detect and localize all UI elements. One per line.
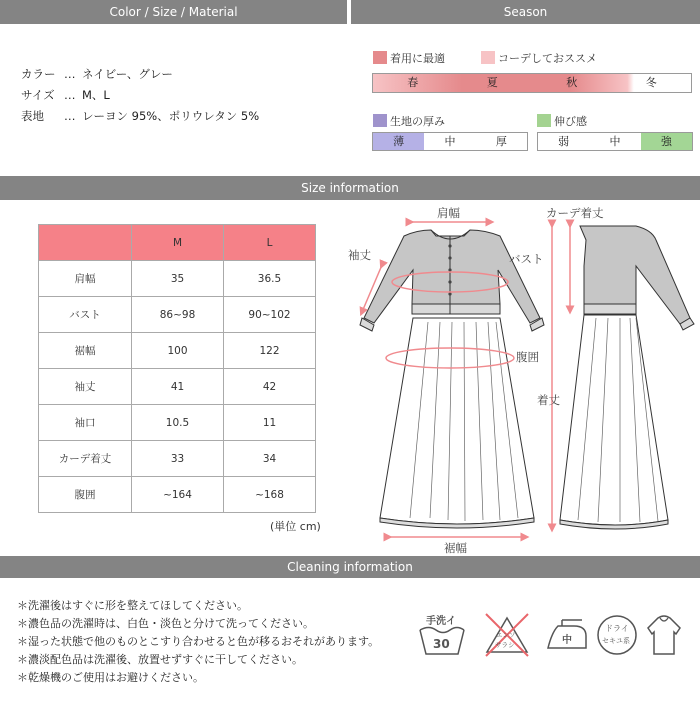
table-cell: 腹囲 <box>39 477 132 513</box>
spec-label: カラー <box>21 67 56 81</box>
table-cell: 裾幅 <box>39 333 132 369</box>
legend-coord-label: コーデしておススメ <box>498 52 597 65</box>
table-cell: ~168 <box>224 477 316 513</box>
stretch-medium: 中 <box>609 135 621 148</box>
front-cardigan <box>360 230 544 331</box>
season-winter: 冬 <box>645 76 657 89</box>
header-size-information: Size information <box>0 176 700 200</box>
table-cell: ~164 <box>132 477 224 513</box>
table-cell: 袖丈 <box>39 369 132 405</box>
stretch-swatch <box>537 114 551 127</box>
spec-value: ネイビー、グレー <box>82 67 173 81</box>
stretch-strong: 強 <box>641 133 692 150</box>
dry-clean-text-bottom: セキユ系 <box>602 637 630 645</box>
label-shoulder: 肩幅 <box>437 206 460 220</box>
table-cell: 34 <box>224 441 316 477</box>
thickness-scale <box>372 132 528 151</box>
list-item: ＊濃淡配色品は洗濯後、放置せずすぐに干してください。 <box>17 653 303 666</box>
legend-best-label: 着用に最適 <box>390 52 445 65</box>
season-summer: 夏 <box>486 76 498 89</box>
hand-wash-icon <box>416 612 468 658</box>
spec-value: レーヨン 95%、ポリウレタン 5% <box>82 109 260 123</box>
spec-row-color <box>21 64 259 85</box>
table-cell: 10.5 <box>132 405 224 441</box>
hand-wash-temp: 30 <box>433 637 450 651</box>
spec-dots: … <box>64 88 76 102</box>
table-cell: 41 <box>132 369 224 405</box>
iron-medium-text: 中 <box>562 635 572 646</box>
season-autumn: 秋 <box>566 76 578 89</box>
thickness-medium: 中 <box>444 135 456 148</box>
table-cell: 肩幅 <box>39 261 132 297</box>
list-item: ＊濃色品の洗濯時は、白色・淡色と分けて洗ってください。 <box>17 617 314 630</box>
table-row <box>39 333 316 369</box>
list-item: ＊湿った状態で他のものとこすり合わせると色が移るおそれがあります。 <box>17 635 380 648</box>
no-bleach-text-bottom: サラシ <box>495 641 515 649</box>
spec-value: M、L <box>82 88 110 102</box>
list-item: ＊洗濯後はすぐに形を整えてほしてください。 <box>17 599 248 612</box>
label-hem: 裾幅 <box>444 541 467 555</box>
size-table-header <box>39 225 316 261</box>
table-cell: カーデ着丈 <box>39 441 132 477</box>
table-cell: 11 <box>224 405 316 441</box>
table-cell: 袖口 <box>39 405 132 441</box>
table-row <box>39 441 316 477</box>
thickness-thin: 薄 <box>373 133 424 150</box>
header-color-size-material: Color / Size / Material <box>0 0 347 24</box>
no-bleach-icon <box>484 612 530 658</box>
dry-clean-icon <box>596 614 638 656</box>
size-table <box>38 224 316 513</box>
hang-dry-icon <box>644 612 684 658</box>
front-dress-skirt <box>380 318 534 528</box>
legend-coord-swatch <box>481 51 495 64</box>
season-spring: 春 <box>407 76 419 89</box>
size-table-header-cell <box>39 225 132 261</box>
stretch-label: 伸び感 <box>554 115 587 128</box>
stretch-scale <box>537 132 693 151</box>
spec-dots: … <box>64 67 76 81</box>
table-cell: 122 <box>224 333 316 369</box>
table-cell: 35 <box>132 261 224 297</box>
no-bleach-text-top: エンソ <box>496 631 516 639</box>
unit-label: (単位 cm) <box>270 520 321 533</box>
table-row <box>39 261 316 297</box>
header-season: Season <box>351 0 700 24</box>
dry-clean-text-top: ドライ <box>605 624 629 633</box>
label-cardi-length: カーデ着丈 <box>546 206 604 220</box>
label-length: 着丈 <box>537 393 560 407</box>
label-waist: 腹囲 <box>516 350 539 364</box>
size-table-header-cell: M <box>132 225 224 261</box>
thickness-label: 生地の厚み <box>390 115 445 128</box>
thickness-swatch <box>373 114 387 127</box>
season-scale <box>372 73 692 93</box>
table-cell: 100 <box>132 333 224 369</box>
table-cell: 42 <box>224 369 316 405</box>
cleaning-notes <box>17 597 379 687</box>
label-sleeve: 袖丈 <box>348 248 371 262</box>
spec-label: 表地 <box>21 109 44 123</box>
list-item: ＊乾燥機のご使用はお避けください。 <box>17 671 204 684</box>
spec-dots: … <box>64 109 76 123</box>
label-bust: バスト <box>509 252 544 266</box>
table-row <box>39 477 316 513</box>
table-cell: 86~98 <box>132 297 224 333</box>
spec-row-material <box>21 106 259 127</box>
thickness-thick: 厚 <box>495 135 507 148</box>
table-cell: 90~102 <box>224 297 316 333</box>
table-cell: 33 <box>132 441 224 477</box>
table-cell: 36.5 <box>224 261 316 297</box>
table-row <box>39 405 316 441</box>
table-row <box>39 297 316 333</box>
legend-best-swatch <box>373 51 387 64</box>
spec-row-size <box>21 85 259 106</box>
back-dress <box>560 226 694 529</box>
size-table-header-cell: L <box>224 225 316 261</box>
spec-label: サイズ <box>21 88 55 102</box>
table-row <box>39 369 316 405</box>
table-cell: バスト <box>39 297 132 333</box>
stretch-weak: 弱 <box>558 135 570 148</box>
hand-wash-text: 手洗イ <box>426 616 456 627</box>
iron-medium-icon <box>546 618 588 654</box>
header-cleaning-information: Cleaning information <box>0 556 700 578</box>
spec-list <box>21 64 259 127</box>
